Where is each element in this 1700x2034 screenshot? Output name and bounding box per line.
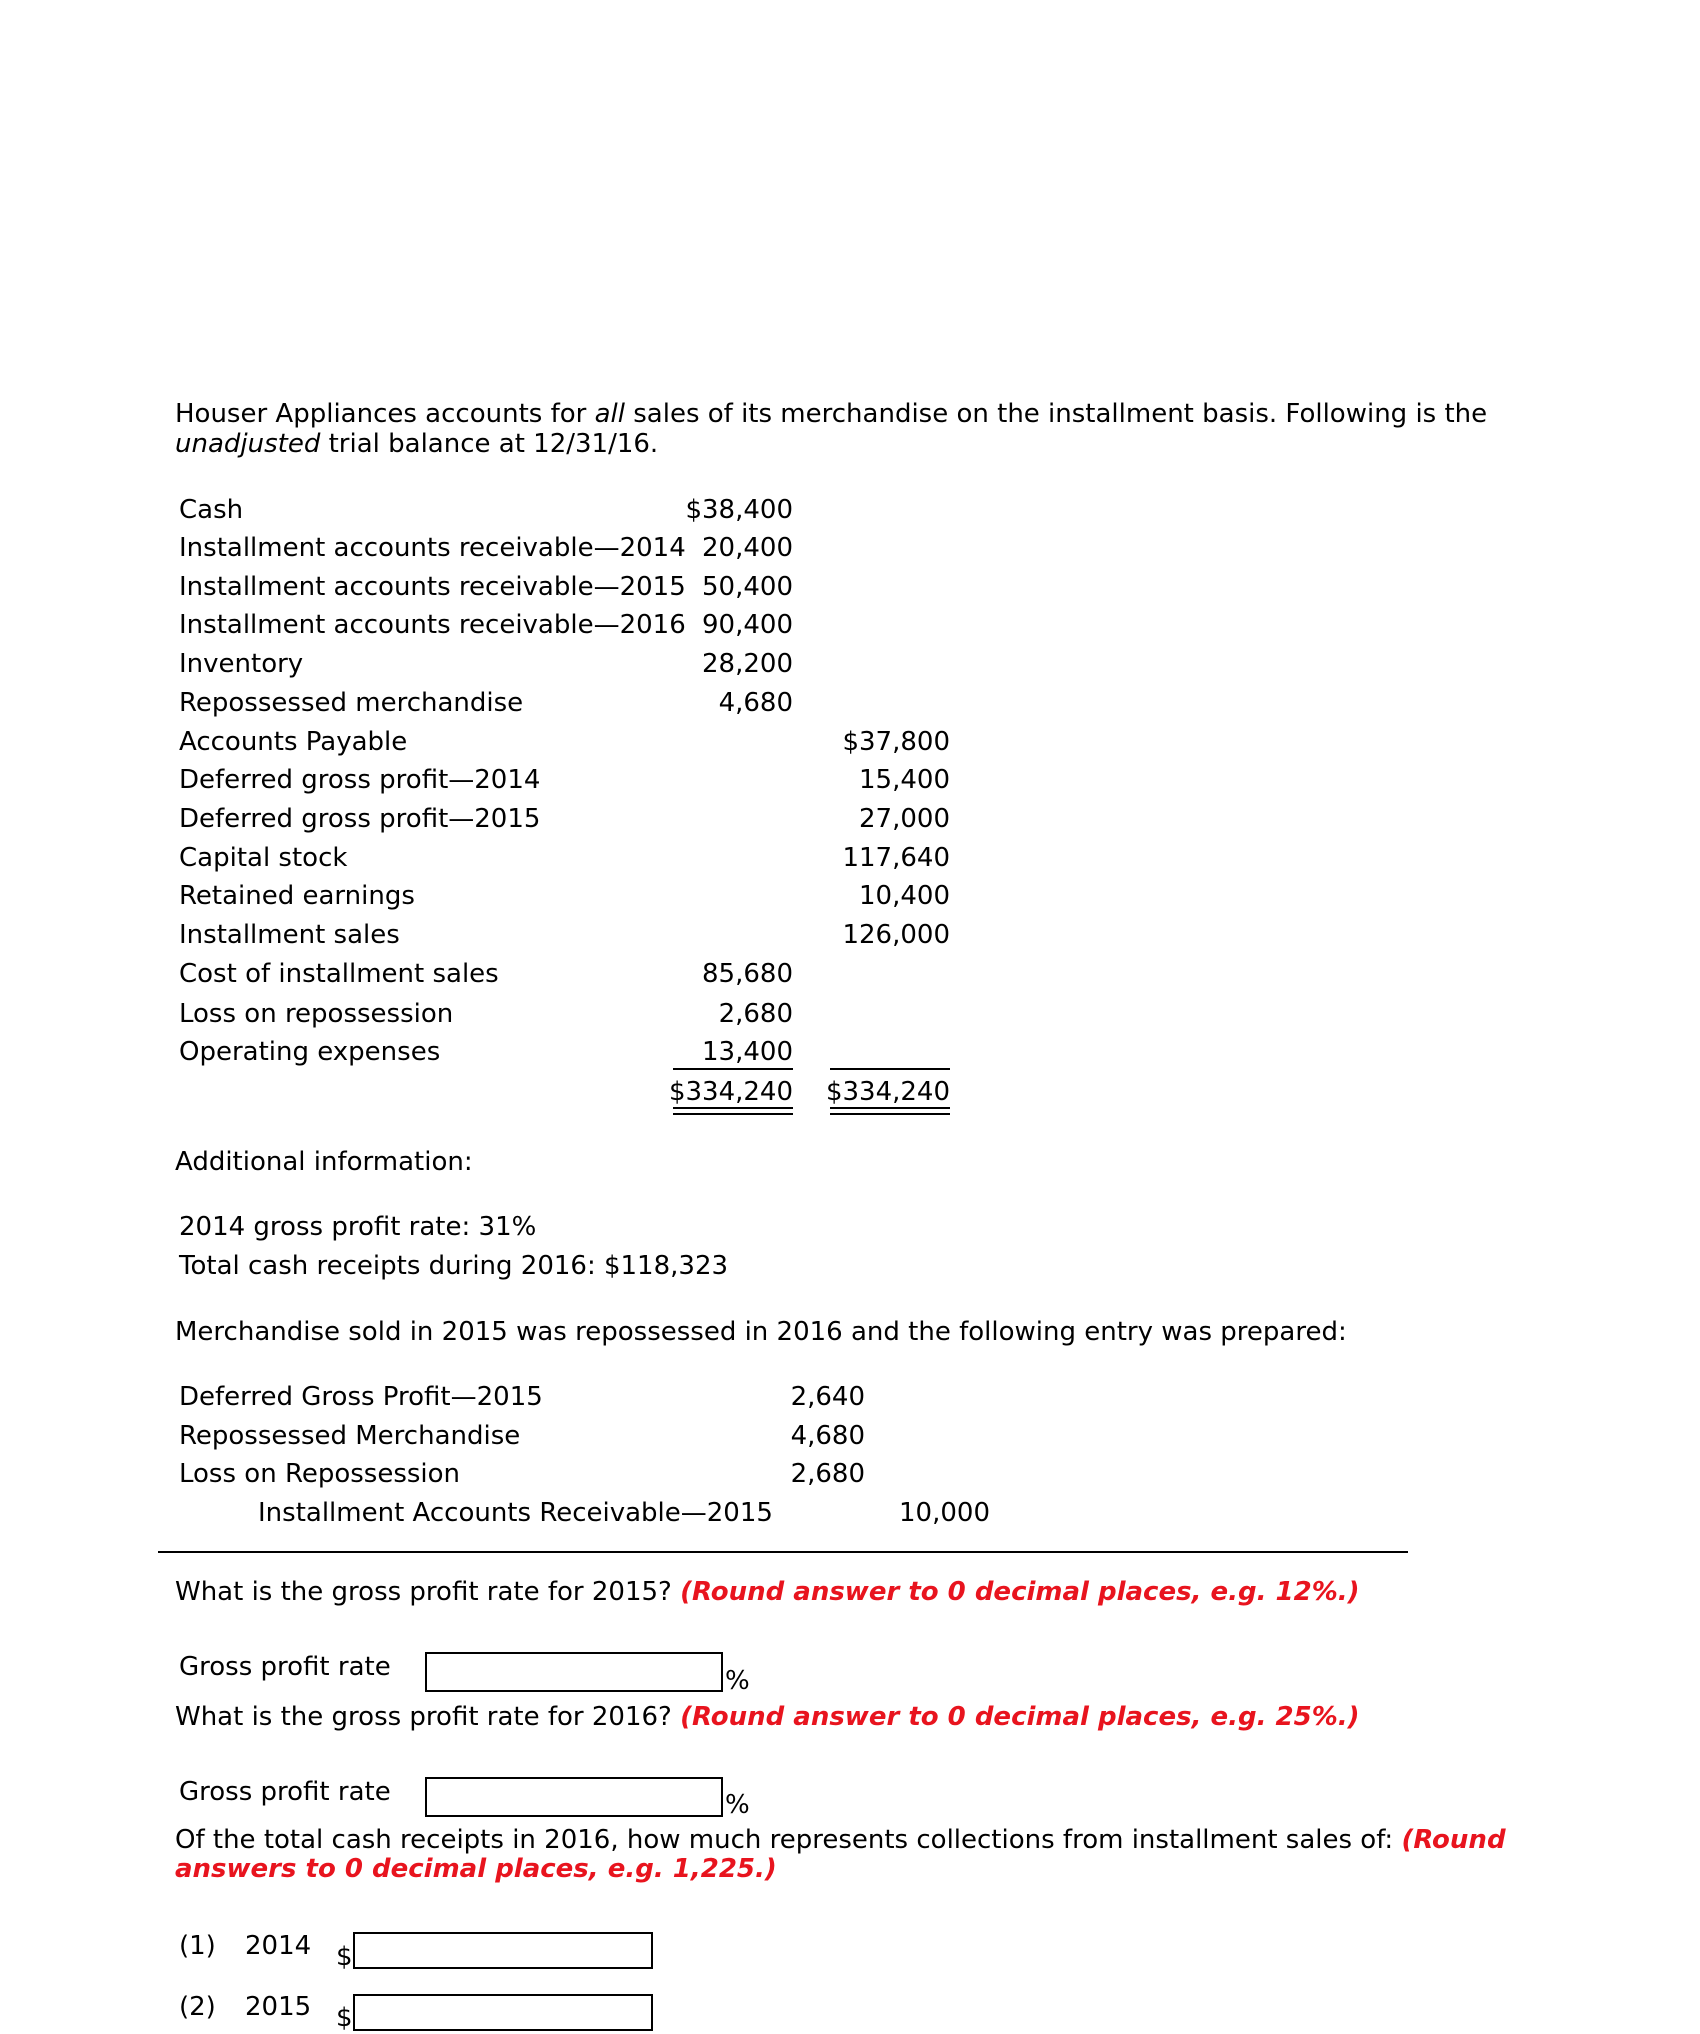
tb-account: Inventory: [179, 649, 304, 679]
question-1-text: What is the gross profit rate for 2015?: [175, 1577, 681, 1607]
q1-gross-profit-rate-input[interactable]: [425, 1652, 723, 1692]
tb-account: Loss on repossession: [179, 999, 454, 1029]
intro-paragraph-line2: [175, 430, 658, 460]
q3-item-1-number: (1): [179, 1931, 216, 1961]
q2-label: Gross profit rate: [179, 1777, 391, 1807]
q3-item-1-currency: $: [336, 1942, 353, 1972]
additional-line-1: 2014 gross profit rate: 31%: [179, 1212, 537, 1242]
tb-debit: 90,400: [702, 610, 793, 640]
tb-credit: 117,640: [842, 843, 950, 873]
question-1: [175, 1578, 1360, 1608]
entry-account: Deferred Gross Profit—2015: [179, 1382, 543, 1412]
entry-debit: 4,680: [790, 1421, 865, 1451]
q3-2015-collections-input[interactable]: [353, 1994, 653, 2031]
question-3-text: Of the total cash receipts in 2016, how much represents collections from installment sales of:: [175, 1825, 1402, 1855]
section-divider: [158, 1551, 1408, 1553]
q1-percent-unit: %: [725, 1666, 750, 1696]
entry-account: Repossessed Merchandise: [179, 1421, 521, 1451]
question-3-hint-2: answers to 0 decimal places, e.g. 1,225.): [175, 1854, 777, 1884]
tb-account: Operating expenses: [179, 1037, 441, 1067]
tb-credit: 126,000: [842, 920, 950, 950]
tb-debit: $38,400: [685, 495, 793, 525]
q2-percent-unit: %: [725, 1790, 750, 1820]
tb-account: Repossessed merchandise: [179, 688, 524, 718]
entry-account: Installment Accounts Receivable—2015: [258, 1498, 773, 1528]
tb-credit: 15,400: [859, 765, 950, 795]
total-debit: $334,240: [668, 1077, 793, 1107]
tb-debit: 2,680: [718, 999, 793, 1029]
entry-debit: 2,680: [790, 1459, 865, 1489]
tb-account: Capital stock: [179, 843, 348, 873]
q3-2014-collections-input[interactable]: [353, 1932, 653, 1969]
tb-credit: 27,000: [859, 804, 950, 834]
tb-account: Installment accounts receivable—2014: [179, 533, 686, 563]
tb-account: Retained earnings: [179, 881, 415, 911]
q3-item-2-currency: $: [336, 2003, 353, 2033]
tb-account: Installment sales: [179, 920, 400, 950]
intro-text-3: trial balance at 12/31/16.: [320, 429, 659, 459]
tb-debit: 4,680: [718, 688, 793, 718]
tb-account: Accounts Payable: [179, 727, 408, 757]
q2-gross-profit-rate-input[interactable]: [425, 1777, 723, 1817]
tb-debit: 28,200: [702, 649, 793, 679]
tb-account: Deferred gross profit—2015: [179, 804, 541, 834]
question-3: [175, 1826, 1506, 1856]
question-2-text: What is the gross profit rate for 2016?: [175, 1702, 681, 1732]
tb-account: Installment accounts receivable—2015: [179, 572, 686, 602]
q3-item-2-number: (2): [179, 1992, 216, 2022]
entry-debit: 2,640: [790, 1382, 865, 1412]
tb-debit: 20,400: [702, 533, 793, 563]
tb-credit: $37,800: [842, 727, 950, 757]
entry-account: Loss on Repossession: [179, 1459, 461, 1489]
tb-account: Cash: [179, 495, 244, 525]
intro-text-1: Houser Appliances accounts for: [175, 399, 595, 429]
question-2: [175, 1703, 1360, 1733]
credit-double-underline: [830, 1107, 950, 1115]
entry-intro: Merchandise sold in 2015 was repossessed in 2016 and the following entry was prepared:: [175, 1317, 1347, 1347]
intro-emphasis-all: all: [594, 399, 625, 429]
q3-item-2-year: 2015: [245, 1992, 312, 2022]
tb-credit: 10,400: [859, 881, 950, 911]
tb-debit: 85,680: [702, 959, 793, 989]
intro-text-2: sales of its merchandise on the installment basis. Following is the: [624, 399, 1488, 429]
credit-underline: [830, 1068, 950, 1070]
q3-item-1-year: 2014: [245, 1931, 312, 1961]
tb-debit: 13,400: [702, 1037, 793, 1067]
intro-paragraph: [175, 400, 1487, 430]
additional-heading: Additional information:: [175, 1147, 473, 1177]
intro-emphasis-unadjusted: unadjusted: [175, 429, 321, 459]
tb-account: Installment accounts receivable—2016: [179, 610, 686, 640]
q1-label: Gross profit rate: [179, 1652, 391, 1682]
tb-account: Deferred gross profit—2014: [179, 765, 541, 795]
debit-underline: [673, 1068, 793, 1070]
question-1-hint: (Round answer to 0 decimal places, e.g. 12%.): [680, 1577, 1360, 1607]
entry-credit: 10,000: [899, 1498, 990, 1528]
additional-line-2: Total cash receipts during 2016: $118,323: [179, 1251, 729, 1281]
question-2-hint: (Round answer to 0 decimal places, e.g. 25%.): [680, 1702, 1360, 1732]
tb-account: Cost of installment sales: [179, 959, 499, 989]
tb-debit: 50,400: [702, 572, 793, 602]
total-credit: $334,240: [825, 1077, 950, 1107]
question-3-hint-1: (Round: [1401, 1825, 1506, 1855]
debit-double-underline: [673, 1107, 793, 1115]
